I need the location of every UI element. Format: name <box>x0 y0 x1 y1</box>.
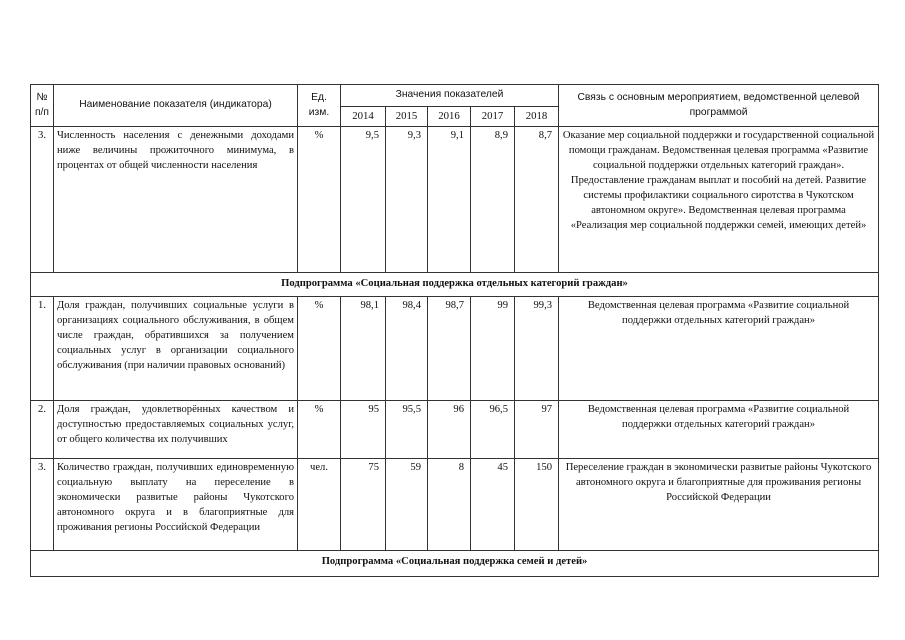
value-cell: 99,3 <box>515 297 559 401</box>
row-number: 3. <box>31 459 54 551</box>
unit-cell: % <box>298 127 341 273</box>
value-cell: 45 <box>471 459 515 551</box>
value-cell: 95,5 <box>386 401 428 459</box>
table-row <box>31 401 879 459</box>
header-indicator-name: Наименование показателя (индикатора) <box>54 85 298 127</box>
indicator-name: Количество граждан, получивших единовременную социальную выплату на переселение в экономически развитые районы Чукотского автономного округа и в благоприятные для проживания регионы Российской Федерации <box>54 459 298 551</box>
value-cell: 99 <box>471 297 515 401</box>
value-cell: 9,3 <box>386 127 428 273</box>
indicator-name: Численность населения с денежными доходами ниже величины прожиточного минимума, в процентах от общей численности населения <box>54 127 298 273</box>
subprogram-heading: Подпрограмма «Социальная поддержка семей и детей» <box>31 551 879 577</box>
header-link: Связь с основным мероприятием, ведомственной целевой программой <box>559 85 879 127</box>
program-link: Ведомственная целевая программа «Развитие социальной поддержки отдельных категорий граждан» <box>559 297 879 401</box>
table-row <box>31 127 879 273</box>
table-row <box>31 297 879 401</box>
program-link: Оказание мер социальной поддержки и государственной социальной помощи гражданам. Ведомственная целевая программа «Развитие социальной поддержки отдельных категорий граждан». Предоставление гражданам выплат и пособий на детей. Развитие системы профилактики социального сиротства в Чукотском автономном округе». Ведомственная целевая программа «Реализация мер социальной поддержки семей, имеющих детей» <box>559 127 879 273</box>
unit-cell: чел. <box>298 459 341 551</box>
value-cell: 97 <box>515 401 559 459</box>
row-number: 3. <box>31 127 54 273</box>
value-cell: 8,9 <box>471 127 515 273</box>
indicators-table <box>30 84 879 577</box>
unit-cell: % <box>298 401 341 459</box>
program-link: Переселение граждан в экономически развитые районы Чукотского автономного округа и благоприятные для проживания регионы Российской Федерации <box>559 459 879 551</box>
value-cell: 96,5 <box>471 401 515 459</box>
header-year: 2016 <box>428 107 471 127</box>
value-cell: 8,7 <box>515 127 559 273</box>
header-year: 2015 <box>386 107 428 127</box>
value-cell: 98,1 <box>341 297 386 401</box>
value-cell: 8 <box>428 459 471 551</box>
value-cell: 150 <box>515 459 559 551</box>
value-cell: 98,7 <box>428 297 471 401</box>
subprogram-heading: Подпрограмма «Социальная поддержка отдельных категорий граждан» <box>31 273 879 297</box>
unit-cell: % <box>298 297 341 401</box>
header-year: 2018 <box>515 107 559 127</box>
value-cell: 9,5 <box>341 127 386 273</box>
table-row <box>31 459 879 551</box>
value-cell: 96 <box>428 401 471 459</box>
header-no: № п/п <box>31 85 54 127</box>
program-link: Ведомственная целевая программа «Развитие социальной поддержки отдельных категорий граждан» <box>559 401 879 459</box>
value-cell: 75 <box>341 459 386 551</box>
row-number: 1. <box>31 297 54 401</box>
indicator-name: Доля граждан, удовлетворённых качеством и доступностью предоставляемых социальных услуг, от общего количества их получивших <box>54 401 298 459</box>
value-cell: 9,1 <box>428 127 471 273</box>
header-unit: Ед. изм. <box>298 85 341 127</box>
row-number: 2. <box>31 401 54 459</box>
header-year: 2017 <box>471 107 515 127</box>
value-cell: 98,4 <box>386 297 428 401</box>
indicator-name: Доля граждан, получивших социальные услуги в организациях социального обслуживания, в общем числе граждан, обратившихся за получением социальных услуг в организации социального обслуживания (при наличии правовых оснований) <box>54 297 298 401</box>
value-cell: 59 <box>386 459 428 551</box>
header-year: 2014 <box>341 107 386 127</box>
value-cell: 95 <box>341 401 386 459</box>
header-values-group: Значения показателей <box>341 85 559 107</box>
